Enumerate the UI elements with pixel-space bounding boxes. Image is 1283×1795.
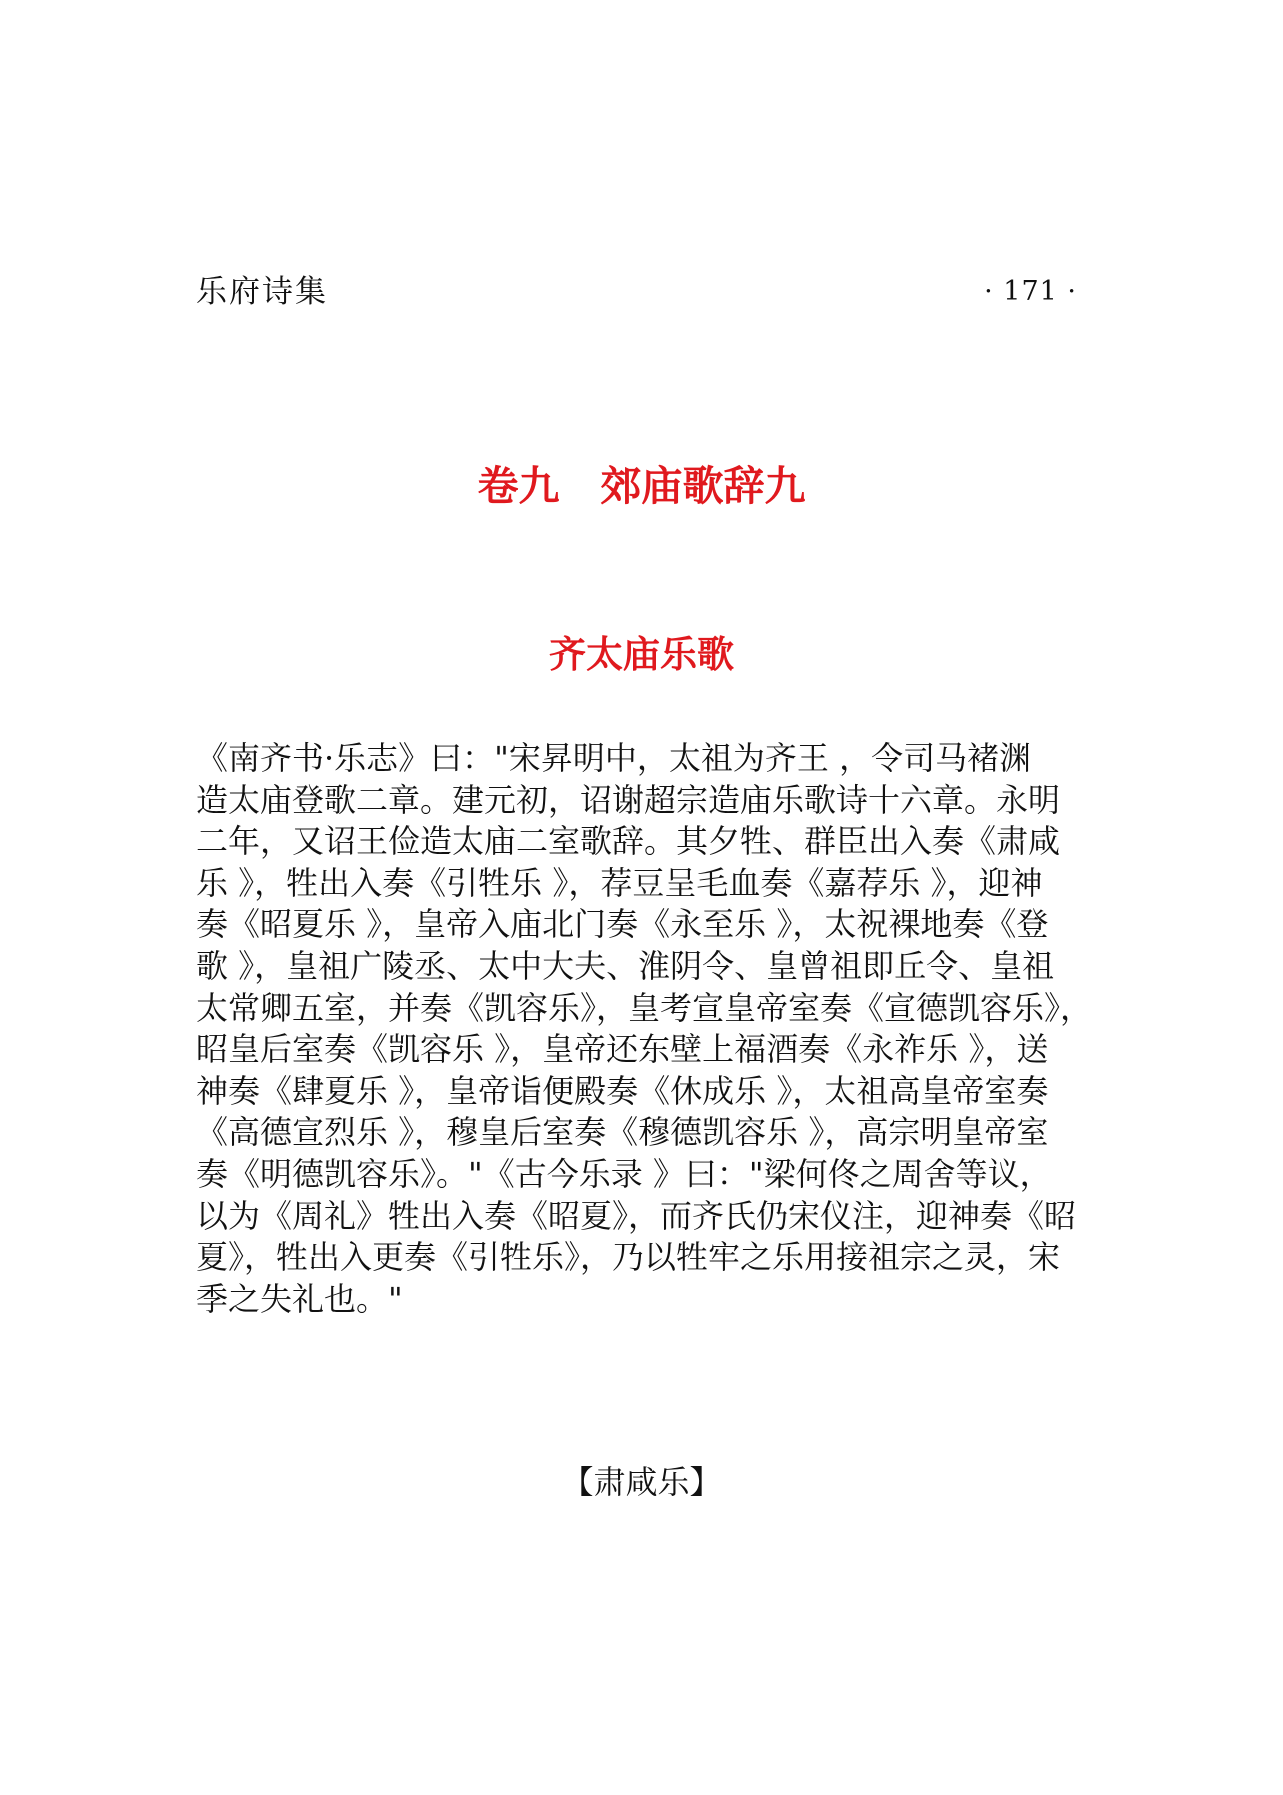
body-line: 歌 》，皇祖广陵丞、太中大夫、淮阴令、皇曾祖即丘令、皇祖 (196, 946, 1055, 985)
body-line: 神奏《肆夏乐 》，皇帝诣便殿奏《休成乐 》，太祖高皇帝室奏 (196, 1071, 1049, 1110)
body-paragraph (196, 738, 1096, 1320)
body-line: 《南齐书·乐志》曰："宋昇明中，太祖为齐王 ，令司马褚渊 (196, 739, 1032, 777)
section-title: 齐太庙乐歌 (549, 633, 734, 676)
body-line: 奏《明德凯容乐》。"《古今乐录 》曰："梁何佟之周舍等议， (196, 1154, 1052, 1193)
chapter-title: 卷九 郊庙歌辞九 (477, 462, 806, 510)
body-line: 季之失礼也。" (196, 1279, 403, 1318)
page-number: · 171 · (984, 276, 1077, 307)
body-line: 造太庙登歌二章。建元初，诏谢超宗造庙乐歌诗十六章。永明 (196, 780, 1061, 819)
body-line: 二年，又诏王俭造太庙二室歌辞。其夕牲、群臣出入奏《肃咸 (196, 822, 1061, 861)
book-title: 乐府诗集 (196, 274, 328, 310)
subsection-title: 【肃咸乐】 (561, 1463, 722, 1501)
body-line: 太常卿五室，并奏《凯容乐》，皇考宣皇帝室奏《宣德凯容乐》， (196, 988, 1093, 1027)
body-line: 奏《昭夏乐 》，皇帝入庙北门奏《永至乐 》，太祝裸地奏《登 (196, 905, 1049, 944)
body-line: 夏》，牲出入更奏《引牲乐》，乃以牲牢之乐用接祖宗之灵，宋 (196, 1238, 1061, 1277)
body-line: 《高德宣烈乐 》，穆皇后室奏《穆德凯容乐 》，高宗明皇帝室 (196, 1113, 1049, 1152)
body-line: 乐 》，牲出入奏《引牲乐 》，荐豆呈毛血奏《嘉荐乐 》，迎神 (196, 863, 1043, 902)
body-line: 以为《周礼》牲出入奏《昭夏》，而齐氏仍宋仪注，迎神奏《昭 (196, 1196, 1077, 1235)
body-line: 昭皇后室奏《凯容乐 》，皇帝还东壁上福酒奏《永祚乐 》，送 (196, 1030, 1049, 1069)
